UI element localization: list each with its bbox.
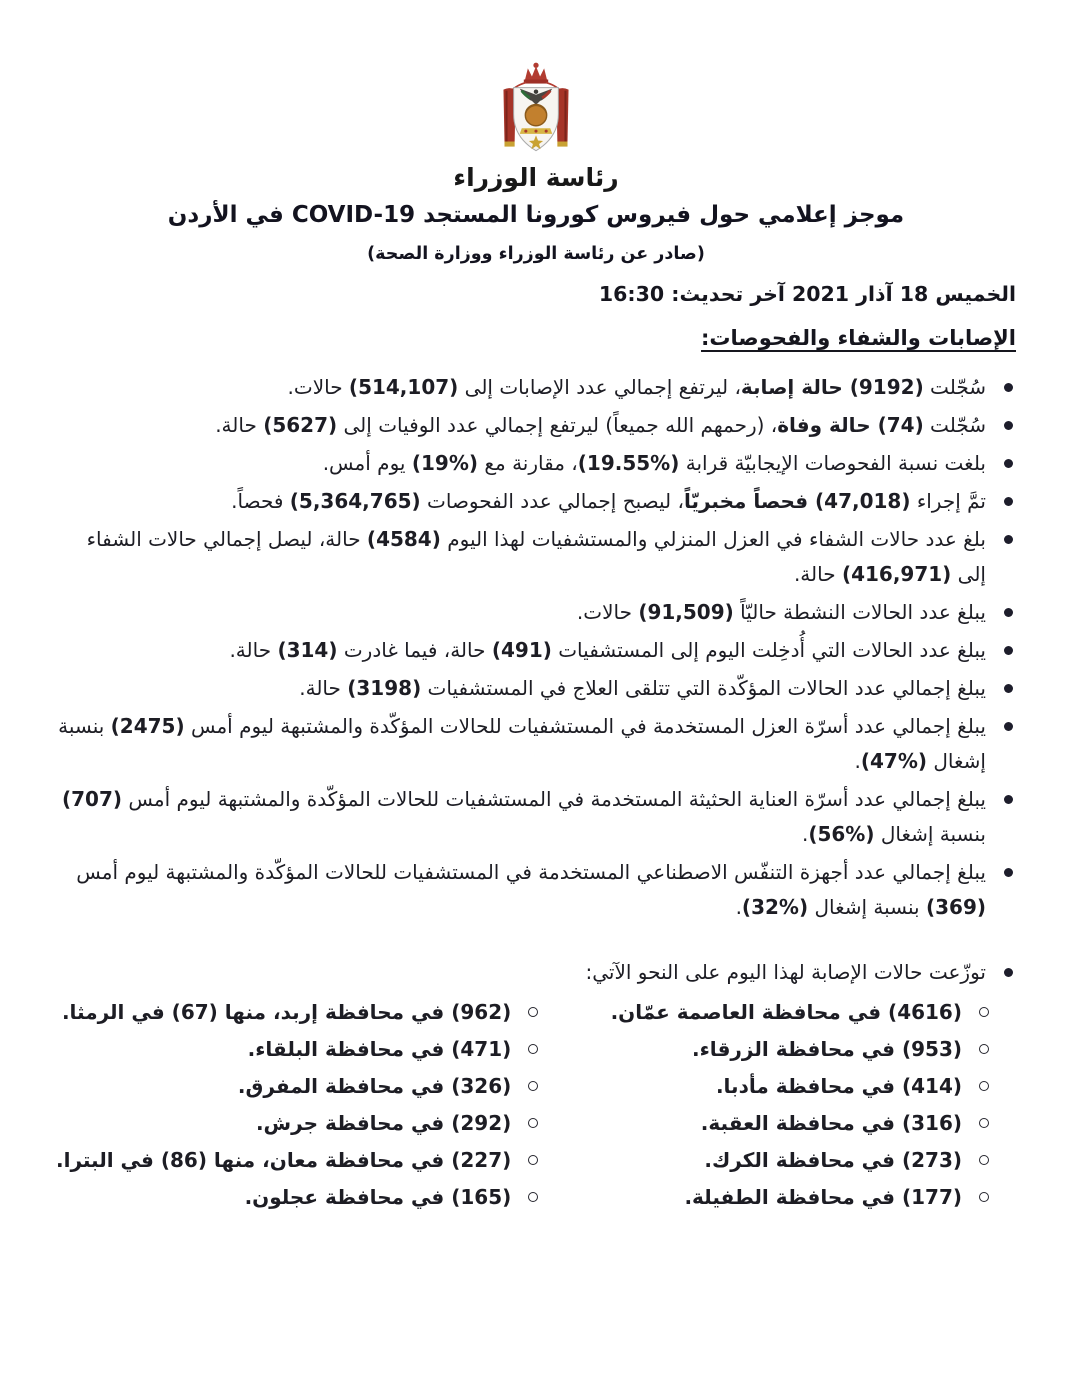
governorate-text: (962) في محافظة إربد، منها (67) في الرمثا. (61, 1000, 512, 1024)
stat-bullet-text: يبلغ عدد الحالات التي أُدخِلت اليوم إلى المستشفيات (491) حالة، فيما غادرت (314) حالة. (229, 638, 986, 662)
governorate-item (56, 994, 545, 1031)
stat-bullet-text: يبلغ إجمالي عدد الحالات المؤكّدة التي تتلقى العلاج في المستشفيات (3198) حالة. (299, 676, 986, 700)
governorate-item (56, 1068, 545, 1105)
stat-bullet-item (56, 595, 1016, 630)
bullet-dot-icon (1004, 459, 1013, 468)
stats-list (56, 370, 1016, 925)
distribution-intro-item (56, 955, 1016, 990)
stat-bullet-item (56, 855, 1016, 925)
stat-bullet-item (56, 446, 1016, 481)
governorate-text: (273) في محافظة الكرك. (704, 1148, 962, 1172)
stat-bullet-item (56, 709, 1016, 779)
governorate-text: (292) في محافظة جرش. (255, 1111, 512, 1135)
governorate-text: (227) في محافظة معان، منها (86) في البترا. (56, 1148, 512, 1172)
jordan-coat-of-arms-icon (475, 60, 597, 160)
stat-bullet-text: سُجّلت (9192) حالة إصابة، ليرتفع إجمالي عدد الإصابات إلى (514,107) حالات. (287, 375, 986, 399)
page-subtitle: (صادر عن رئاسة الوزراء ووزارة الصحة) (367, 244, 705, 264)
stat-bullet-text: يبلغ إجمالي عدد أسرّة العزل المستخدمة في المستشفيات للحالات المؤكّدة والمشتبهة ليوم أمس (2475) بنسبة إشغال (%47). (58, 714, 986, 773)
governorate-text: (471) في محافظة البلقاء. (247, 1037, 512, 1061)
circle-bullet-icon (979, 1155, 989, 1165)
governorate-item (56, 1142, 545, 1179)
bullet-dot-icon (1004, 421, 1013, 430)
governorate-text: (953) في محافظة الزرقاء. (691, 1037, 962, 1061)
circle-bullet-icon (528, 1192, 538, 1202)
governorate-text: (316) في محافظة العقبة. (700, 1111, 962, 1135)
governorate-item (591, 994, 996, 1031)
circle-bullet-icon (528, 1044, 538, 1054)
gov-col-left (56, 994, 545, 1216)
bullet-dot-icon (1004, 383, 1013, 392)
stat-bullet-text: يبلغ عدد الحالات النشطة حاليّاً (91,509) حالات. (576, 600, 986, 624)
bullet-dot-icon (1004, 497, 1013, 506)
stat-bullet-item (56, 782, 1016, 852)
bullet-dot-icon (1004, 795, 1013, 804)
stat-bullet-text: يبلغ إجمالي عدد أسرّة العناية الحثيثة المستخدمة في المستشفيات للحالات المؤكّدة والمشتبهة ليوم أمس (707) بنسبة إشغال (%56). (61, 787, 986, 846)
section-heading: الإصابات والشفاء والفحوصات: (701, 326, 1016, 350)
date-line: الخميس 18 آذار 2021 آخر تحديث: 16:30 (598, 282, 1016, 306)
circle-bullet-icon (979, 1007, 989, 1017)
governorate-text: (177) في محافظة الطفيلة. (684, 1185, 962, 1209)
stat-bullet-text: تمَّ إجراء (47,018) فحصاً مخبريّاً، ليصبح إجمالي عدد الفحوصات (5,364,765) فحصاً. (231, 489, 986, 513)
stat-bullet-item (56, 522, 1016, 592)
logo-block (56, 60, 1016, 190)
stat-bullet-text: يبلغ إجمالي عدد أجهزة التنفّس الاصطناعي المستخدمة في المستشفيات للحالات المؤكّدة والمشتبهة ليوم أمس (369) بنسبة إشغال (%32). (76, 860, 986, 919)
stat-bullet-text: بلغ عدد حالات الشفاء في العزل المنزلي والمستشفيات لهذا اليوم (4584) حالة، ليصل إجمالي حالات الشفاء إلى (416,971) حالة. (86, 527, 986, 586)
stat-bullet-text: سُجّلت (74) حالة وفاة، (رحمهم الله جميعاً) ليرتفع إجمالي عدد الوفيات إلى (5627) حالة. (215, 413, 986, 437)
stat-bullet-item (56, 633, 1016, 668)
bullet-dot-icon (1004, 868, 1013, 877)
page-title: موجز إعلامي حول فيروس كورونا المستجد COVID-19 في الأردن (167, 202, 905, 228)
circle-bullet-icon (528, 1081, 538, 1091)
governorate-item (56, 1031, 545, 1068)
bullet-dot-icon (1004, 968, 1013, 977)
governorate-item (591, 1179, 996, 1216)
circle-bullet-icon (979, 1044, 989, 1054)
governorate-item (591, 1105, 996, 1142)
bullet-dot-icon (1004, 722, 1013, 731)
bullet-dot-icon (1004, 608, 1013, 617)
bullet-dot-icon (1004, 684, 1013, 693)
distribution-intro-text: توزّعت حالات الإصابة لهذا اليوم على النحو الآتي: (585, 960, 986, 984)
governorate-text: (414) في محافظة مأدبا. (715, 1074, 962, 1098)
governorate-text: (4616) في محافظة العاصمة عمّان. (610, 1000, 962, 1024)
stat-bullet-item (56, 408, 1016, 443)
governorate-item (591, 1068, 996, 1105)
bullet-dot-icon (1004, 646, 1013, 655)
governorate-text: (326) في محافظة المفرق. (237, 1074, 512, 1098)
stat-bullet-item (56, 671, 1016, 706)
stat-bullet-item (56, 370, 1016, 405)
governorate-item (591, 1031, 996, 1068)
bullet-dot-icon (1004, 535, 1013, 544)
governorate-item (56, 1179, 545, 1216)
stat-bullet-text: بلغت نسبة الفحوصات الإيجابيّة قرابة (%19.55)، مقارنة مع (%19) يوم أمس. (322, 451, 986, 475)
circle-bullet-icon (979, 1081, 989, 1091)
governorate-item (56, 1105, 545, 1142)
prime-ministry-calligraphy: رئاسة الوزراء (453, 163, 619, 192)
governorate-text: (165) في محافظة عجلون. (244, 1185, 512, 1209)
gov-col-right (591, 994, 996, 1216)
stat-bullet-item (56, 484, 1016, 519)
circle-bullet-icon (528, 1118, 538, 1128)
circle-bullet-icon (528, 1007, 538, 1017)
circle-bullet-icon (979, 1192, 989, 1202)
circle-bullet-icon (979, 1118, 989, 1128)
governorate-columns (56, 994, 1016, 1216)
governorate-item (591, 1142, 996, 1179)
circle-bullet-icon (528, 1155, 538, 1165)
